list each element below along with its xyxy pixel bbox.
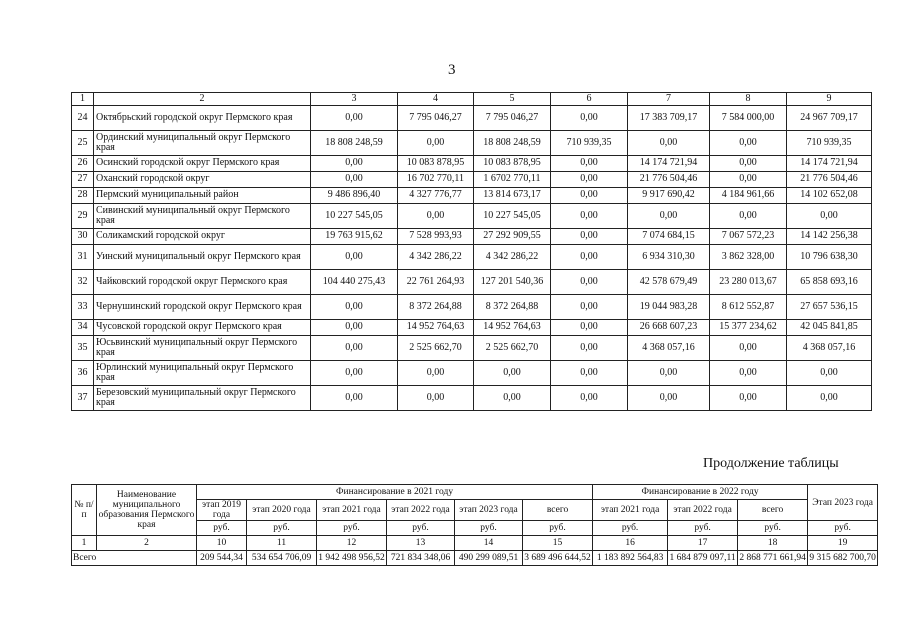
amount-cell: 127 201 540,36 (474, 270, 551, 295)
municipality-name: Чусовской городской округ Пермского края (94, 320, 311, 336)
total-amount: 1 942 498 956,52 (317, 551, 387, 566)
column-number: 17 (668, 536, 738, 551)
table-row (72, 270, 872, 295)
amount-cell: 10 227 545,05 (474, 204, 551, 229)
amount-cell: 0,00 (474, 361, 551, 386)
unit-cell: руб. (317, 521, 387, 536)
amount-cell: 0,00 (311, 386, 398, 411)
amount-cell: 26 668 607,23 (628, 320, 710, 336)
municipality-name: Ординский муниципальный округ Пермского края (94, 131, 311, 156)
municipality-name: Оханский городской округ (94, 172, 311, 188)
amount-cell: 0,00 (551, 172, 628, 188)
amount-cell: 3 862 328,00 (710, 245, 787, 270)
amount-cell: 4 368 057,16 (787, 336, 872, 361)
amount-cell: 7 795 046,27 (398, 106, 474, 131)
amount-cell: 0,00 (710, 156, 787, 172)
amount-cell: 4 368 057,16 (628, 336, 710, 361)
amount-cell: 10 083 878,95 (474, 156, 551, 172)
column-number-header: 2 (94, 93, 311, 106)
column-number: 16 (593, 536, 668, 551)
stage-2023-header: Этап 2023 года (808, 485, 878, 521)
amount-cell: 7 795 046,27 (474, 106, 551, 131)
amount-cell: 14 142 256,38 (787, 229, 872, 245)
column-number: 15 (523, 536, 593, 551)
header-row (72, 93, 872, 106)
table-row (72, 361, 872, 386)
amount-cell: 0,00 (710, 131, 787, 156)
amount-cell: 10 083 878,95 (398, 156, 474, 172)
row-number: 27 (72, 172, 94, 188)
amount-cell: 0,00 (628, 131, 710, 156)
amount-cell: 0,00 (398, 131, 474, 156)
municipality-name: Чайковский городской округ Пермского края (94, 270, 311, 295)
column-number: 10 (197, 536, 247, 551)
financing-table-part-1 (71, 92, 872, 411)
municipality-name: Березовский муниципальный округ Пермского края (94, 386, 311, 411)
amount-cell: 0,00 (398, 204, 474, 229)
column-number: 12 (317, 536, 387, 551)
stage-header: этап 2022 года (668, 500, 738, 521)
amount-cell: 8 612 552,87 (710, 295, 787, 320)
amount-cell: 17 383 709,17 (628, 106, 710, 131)
amount-cell: 0,00 (551, 361, 628, 386)
amount-cell: 0,00 (311, 106, 398, 131)
stage-header: этап 2021 года (593, 500, 668, 521)
column-number: 18 (738, 536, 808, 551)
amount-cell: 0,00 (628, 204, 710, 229)
amount-cell: 24 967 709,17 (787, 106, 872, 131)
amount-cell: 7 074 684,15 (628, 229, 710, 245)
amount-cell: 0,00 (551, 204, 628, 229)
column-number: 19 (808, 536, 878, 551)
table-row (72, 131, 872, 156)
amount-cell: 21 776 504,46 (628, 172, 710, 188)
stage-header: всего (523, 500, 593, 521)
table-row (72, 320, 872, 336)
amount-cell: 42 578 679,49 (628, 270, 710, 295)
amount-cell: 22 761 264,93 (398, 270, 474, 295)
total-amount: 1 684 879 097,11 (668, 551, 738, 566)
unit-cell: руб. (523, 521, 593, 536)
amount-cell: 0,00 (787, 386, 872, 411)
financing-table-part-2 (71, 484, 878, 566)
amount-cell: 0,00 (398, 361, 474, 386)
row-number: 33 (72, 295, 94, 320)
amount-cell: 1 6702 770,11 (474, 172, 551, 188)
table-row (72, 386, 872, 411)
stage-header: этап 2021 года (317, 500, 387, 521)
amount-cell: 0,00 (474, 386, 551, 411)
unit-cell: руб. (668, 521, 738, 536)
row-number: 24 (72, 106, 94, 131)
total-amount: 9 315 682 700,70 (808, 551, 878, 566)
amount-cell: 0,00 (710, 336, 787, 361)
amount-cell: 0,00 (311, 361, 398, 386)
amount-cell: 0,00 (787, 204, 872, 229)
amount-cell: 10 227 545,05 (311, 204, 398, 229)
amount-cell: 8 372 264,88 (474, 295, 551, 320)
amount-cell: 0,00 (551, 245, 628, 270)
group-2021-header: Финансирование в 2021 году (197, 485, 593, 500)
amount-cell: 6 934 310,30 (628, 245, 710, 270)
column-number: 2 (97, 536, 197, 551)
column-number-header: 9 (787, 93, 872, 106)
unit-cell: руб. (455, 521, 523, 536)
municipality-name: Пермский муниципальный район (94, 188, 311, 204)
amount-cell: 0,00 (551, 320, 628, 336)
amount-cell: 14 952 764,63 (474, 320, 551, 336)
amount-cell: 13 814 673,17 (474, 188, 551, 204)
amount-cell: 0,00 (710, 386, 787, 411)
amount-cell: 0,00 (551, 295, 628, 320)
column-number-header: 7 (628, 93, 710, 106)
name-header: Наименование муниципального образования Пермского края (97, 485, 197, 536)
row-number: 37 (72, 386, 94, 411)
amount-cell: 0,00 (311, 320, 398, 336)
amount-cell: 710 939,35 (787, 131, 872, 156)
amount-cell: 16 702 770,11 (398, 172, 474, 188)
amount-cell: 4 342 286,22 (398, 245, 474, 270)
municipality-name: Соликамский городской округ (94, 229, 311, 245)
amount-cell: 0,00 (551, 336, 628, 361)
total-amount: 2 868 771 661,94 (738, 551, 808, 566)
amount-cell: 2 525 662,70 (474, 336, 551, 361)
stage-header: этап 2023 года (455, 500, 523, 521)
amount-cell: 4 327 776,77 (398, 188, 474, 204)
total-amount: 534 654 706,09 (247, 551, 317, 566)
row-number: 26 (72, 156, 94, 172)
amount-cell: 0,00 (551, 386, 628, 411)
amount-cell: 0,00 (311, 245, 398, 270)
row-number: 35 (72, 336, 94, 361)
column-number: 14 (455, 536, 523, 551)
row-number: 31 (72, 245, 94, 270)
amount-cell: 0,00 (311, 172, 398, 188)
total-amount: 490 299 089,51 (455, 551, 523, 566)
amount-cell: 9 486 896,40 (311, 188, 398, 204)
amount-cell: 0,00 (311, 295, 398, 320)
column-number-header: 6 (551, 93, 628, 106)
unit-cell: руб. (738, 521, 808, 536)
amount-cell: 14 102 652,08 (787, 188, 872, 204)
group-2022-header: Финансирование в 2022 году (593, 485, 808, 500)
amount-cell: 14 952 764,63 (398, 320, 474, 336)
municipality-name: Сивинский муниципальный округ Пермского края (94, 204, 311, 229)
amount-cell: 14 174 721,94 (628, 156, 710, 172)
stage-header: этап 2019 года (197, 500, 247, 521)
amount-cell: 0,00 (311, 156, 398, 172)
page-number: 3 (448, 62, 456, 78)
column-number: 11 (247, 536, 317, 551)
column-number-header: 4 (398, 93, 474, 106)
amount-cell: 0,00 (551, 229, 628, 245)
table-row (72, 336, 872, 361)
amount-cell: 9 917 690,42 (628, 188, 710, 204)
row-number: 29 (72, 204, 94, 229)
amount-cell: 27 292 909,55 (474, 229, 551, 245)
stage-header: этап 2020 года (247, 500, 317, 521)
municipality-name: Осинский городской округ Пермского края (94, 156, 311, 172)
stage-header: этап 2022 года (387, 500, 455, 521)
amount-cell: 0,00 (551, 270, 628, 295)
amount-cell: 0,00 (551, 156, 628, 172)
amount-cell: 27 657 536,15 (787, 295, 872, 320)
column-number-header: 1 (72, 93, 94, 106)
amount-cell: 42 045 841,85 (787, 320, 872, 336)
unit-cell: руб. (247, 521, 317, 536)
amount-cell: 7 067 572,23 (710, 229, 787, 245)
amount-cell: 4 184 961,66 (710, 188, 787, 204)
amount-cell: 0,00 (787, 361, 872, 386)
amount-cell: 0,00 (710, 204, 787, 229)
amount-cell: 104 440 275,43 (311, 270, 398, 295)
amount-cell: 2 525 662,70 (398, 336, 474, 361)
table-row (72, 106, 872, 131)
table-row (72, 295, 872, 320)
amount-cell: 8 372 264,88 (398, 295, 474, 320)
row-number: 28 (72, 188, 94, 204)
table-row (72, 245, 872, 270)
amount-cell: 18 808 248,59 (474, 131, 551, 156)
table-row (72, 156, 872, 172)
amount-cell: 14 174 721,94 (787, 156, 872, 172)
amount-cell: 65 858 693,16 (787, 270, 872, 295)
stage-header: всего (738, 500, 808, 521)
municipality-name: Юсьвинский муниципальный округ Пермского края (94, 336, 311, 361)
unit-cell: руб. (593, 521, 668, 536)
table-row (72, 188, 872, 204)
municipality-name: Чернушинский городской округ Пермского края (94, 295, 311, 320)
row-number: 32 (72, 270, 94, 295)
total-label: Всего (72, 551, 197, 566)
column-number-header: 3 (311, 93, 398, 106)
amount-cell: 0,00 (551, 188, 628, 204)
amount-cell: 19 044 983,28 (628, 295, 710, 320)
amount-cell: 0,00 (551, 106, 628, 131)
row-number: 36 (72, 361, 94, 386)
amount-cell: 19 763 915,62 (311, 229, 398, 245)
amount-cell: 0,00 (628, 361, 710, 386)
amount-cell: 0,00 (628, 386, 710, 411)
municipality-name: Октябрьский городской округ Пермского края (94, 106, 311, 131)
amount-cell: 0,00 (710, 361, 787, 386)
amount-cell: 10 796 638,30 (787, 245, 872, 270)
column-number-header: 5 (474, 93, 551, 106)
table-row (72, 229, 872, 245)
continuation-title: Продолжение таблицы (703, 456, 839, 471)
row-number: 25 (72, 131, 94, 156)
municipality-name: Уинский муниципальный округ Пермского края (94, 245, 311, 270)
column-number: 1 (72, 536, 97, 551)
table-row (72, 172, 872, 188)
total-amount: 721 834 348,06 (387, 551, 455, 566)
amount-cell: 710 939,35 (551, 131, 628, 156)
table-row (72, 204, 872, 229)
num-header: № п/п (72, 485, 97, 536)
amount-cell: 7 528 993,93 (398, 229, 474, 245)
amount-cell: 15 377 234,62 (710, 320, 787, 336)
amount-cell: 18 808 248,59 (311, 131, 398, 156)
amount-cell: 4 342 286,22 (474, 245, 551, 270)
amount-cell: 0,00 (710, 172, 787, 188)
unit-cell: руб. (197, 521, 247, 536)
municipality-name: Юрлинский муниципальный округ Пермского края (94, 361, 311, 386)
amount-cell: 7 584 000,00 (710, 106, 787, 131)
total-amount: 209 544,34 (197, 551, 247, 566)
total-amount: 1 183 892 564,83 (593, 551, 668, 566)
unit-cell: руб. (808, 521, 878, 536)
unit-cell: руб. (387, 521, 455, 536)
amount-cell: 0,00 (398, 386, 474, 411)
row-number: 30 (72, 229, 94, 245)
column-number-header: 8 (710, 93, 787, 106)
amount-cell: 0,00 (311, 336, 398, 361)
row-number: 34 (72, 320, 94, 336)
column-number: 13 (387, 536, 455, 551)
amount-cell: 21 776 504,46 (787, 172, 872, 188)
amount-cell: 23 280 013,67 (710, 270, 787, 295)
total-amount: 3 689 496 644,52 (523, 551, 593, 566)
